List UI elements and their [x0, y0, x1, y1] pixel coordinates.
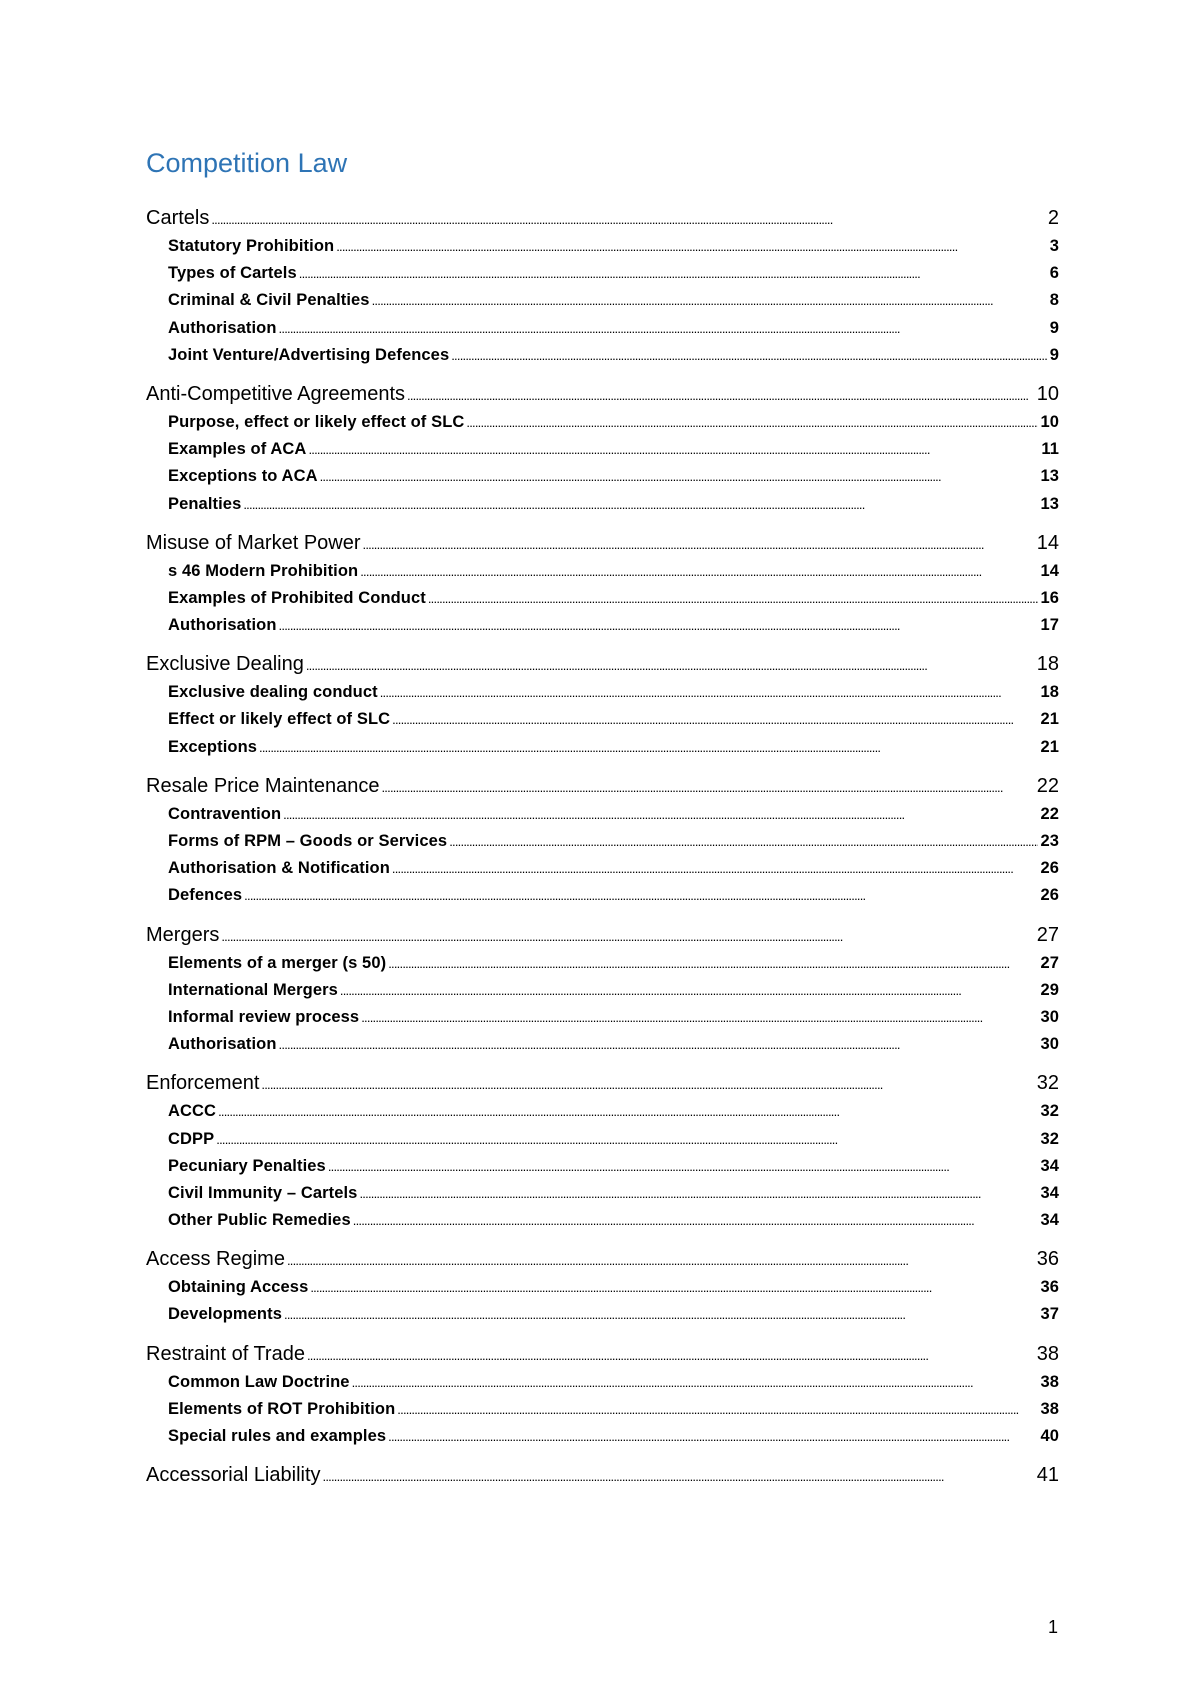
toc-subentry[interactable]: [146, 977, 1059, 1004]
toc-subentry-page-number: 11: [1041, 440, 1059, 459]
toc-subentry-page-number: 16: [1040, 588, 1059, 607]
toc-subentry-page-number: 34: [1040, 1156, 1059, 1175]
toc-subentry-page-number: 32: [1040, 1129, 1059, 1148]
toc-subentry[interactable]: [146, 950, 1059, 977]
toc-subentry-label: Developments: [168, 1305, 282, 1324]
toc-entry[interactable]: [146, 203, 1059, 233]
toc-subentry-page-number: 21: [1040, 737, 1059, 756]
toc-entry-page-number: 38: [1036, 1342, 1059, 1365]
dot-leader: [307, 1339, 1035, 1371]
toc-subentry-page-number: 40: [1040, 1427, 1059, 1445]
dot-leader: [323, 1460, 1035, 1492]
dot-leader: [261, 1068, 1034, 1100]
dot-leader: [359, 1180, 1038, 1207]
dot-leader: [397, 1396, 1038, 1423]
dot-leader: [211, 203, 1046, 235]
toc-subentry[interactable]: [146, 491, 1059, 518]
toc-subentry-label: Authorisation & Notification: [168, 859, 390, 878]
toc-subentry-page-number: 34: [1040, 1211, 1059, 1230]
toc-entry-page-number: 14: [1036, 531, 1059, 554]
toc-subentry-label: Elements of ROT Prohibition: [168, 1399, 396, 1418]
toc-subentry-label: Criminal & Civil Penalties: [168, 291, 370, 310]
dot-leader: [320, 463, 1039, 490]
dot-leader: [243, 491, 1038, 518]
dot-leader: [407, 379, 1035, 411]
toc-entry-page-number: 2: [1047, 207, 1059, 229]
toc-subentry[interactable]: [146, 1153, 1059, 1180]
toc-entry-label: Access Regime: [146, 1248, 285, 1271]
toc-entry-label: Accessorial Liability: [146, 1464, 321, 1487]
toc-subentry-page-number: 3: [1049, 237, 1059, 255]
toc-entry-page-number: 36: [1036, 1248, 1059, 1271]
toc-subentry[interactable]: [146, 585, 1059, 612]
toc-entry[interactable]: [146, 920, 1059, 950]
toc-section: [146, 1339, 1059, 1451]
toc-subentry-page-number: 30: [1040, 1035, 1059, 1054]
toc-subentry-page-number: 17: [1040, 616, 1059, 635]
dot-leader: [328, 1153, 1039, 1180]
toc-subentry-label: Common Law Doctrine: [168, 1372, 350, 1391]
dot-leader: [360, 558, 1038, 585]
toc-subentry-label: Civil Immunity – Cartels: [168, 1183, 358, 1202]
dot-leader: [287, 1244, 1035, 1276]
toc-subentry[interactable]: [146, 287, 1059, 314]
toc-subentry-page-number: 32: [1040, 1102, 1059, 1121]
toc-entry-page-number: 10: [1036, 382, 1059, 405]
dot-leader: [361, 1004, 1038, 1031]
toc-subentry-label: ACCC: [168, 1102, 217, 1121]
toc-section: [146, 203, 1059, 369]
toc-subentry[interactable]: [146, 855, 1059, 882]
dot-leader: [283, 801, 1038, 828]
dot-leader: [428, 585, 1039, 612]
toc-subentry-page-number: 10: [1040, 412, 1059, 431]
toc-subentry-label: Informal review process: [168, 1007, 360, 1026]
dot-leader: [392, 855, 1039, 882]
toc-subentry[interactable]: [146, 1369, 1059, 1396]
toc-entry-page-number: 27: [1036, 923, 1059, 946]
dot-leader: [218, 1098, 1038, 1125]
toc-section: [146, 649, 1059, 761]
toc-section: [146, 771, 1059, 910]
toc-subentry-label: Elements of a merger (s 50): [168, 953, 387, 972]
toc-subentry[interactable]: [146, 315, 1059, 342]
toc-subentry[interactable]: [146, 1274, 1059, 1301]
dot-leader: [392, 706, 1038, 733]
toc-subentry-label: Defences: [168, 886, 243, 905]
dot-leader: [352, 1369, 1039, 1396]
table-of-contents: [146, 203, 1059, 1490]
toc-section: [146, 528, 1059, 640]
page-number: 1: [1048, 1617, 1059, 1637]
dot-leader: [336, 233, 1048, 260]
toc-entry-label: Misuse of Market Power: [146, 531, 361, 554]
toc-subentry-page-number: 9: [1049, 318, 1059, 337]
toc-subentry[interactable]: [146, 706, 1059, 733]
toc-entry[interactable]: [146, 649, 1059, 679]
toc-entry[interactable]: [146, 1244, 1059, 1274]
toc-entry-page-number: 41: [1036, 1464, 1059, 1487]
toc-subentry-label: International Mergers: [168, 980, 338, 999]
toc-subentry-page-number: 27: [1040, 953, 1059, 972]
toc-entry[interactable]: [146, 771, 1059, 801]
toc-subentry-label: Authorisation: [168, 318, 277, 337]
toc-subentry[interactable]: [146, 463, 1059, 490]
toc-subentry-page-number: 34: [1040, 1183, 1059, 1202]
toc-subentry-label: Forms of RPM – Goods or Services: [168, 832, 448, 850]
toc-subentry[interactable]: [146, 1301, 1059, 1328]
toc-subentry[interactable]: [146, 1207, 1059, 1234]
toc-subentry-label: Obtaining Access: [168, 1278, 309, 1297]
toc-subentry[interactable]: [146, 436, 1059, 463]
toc-subentry-label: Statutory Prohibition: [168, 237, 335, 255]
toc-subentry-label: Joint Venture/Advertising Defences: [168, 345, 450, 364]
toc-entry-page-number: 22: [1036, 774, 1059, 797]
toc-subentry[interactable]: [146, 409, 1059, 436]
toc-subentry[interactable]: [146, 882, 1059, 909]
document-title: Competition Law: [146, 148, 348, 178]
toc-entry-page-number: 18: [1036, 653, 1059, 676]
toc-subentry-label: Pecuniary Penalties: [168, 1156, 326, 1175]
toc-entry[interactable]: [146, 379, 1059, 409]
dot-leader: [279, 612, 1039, 639]
toc-subentry[interactable]: [146, 1031, 1059, 1058]
toc-subentry[interactable]: [146, 1126, 1059, 1153]
toc-subentry-page-number: 30: [1040, 1007, 1059, 1026]
toc-subentry-label: Penalties: [168, 494, 242, 513]
toc-entry-page-number: 32: [1036, 1072, 1059, 1095]
toc-section: [146, 1460, 1059, 1490]
dot-leader: [451, 342, 1047, 369]
toc-subentry-label: Contravention: [168, 804, 282, 823]
toc-subentry-page-number: 22: [1040, 804, 1059, 823]
toc-subentry[interactable]: [146, 679, 1059, 706]
toc-entry[interactable]: [146, 1068, 1059, 1098]
dot-leader: [449, 828, 1038, 855]
toc-subentry[interactable]: [146, 801, 1059, 828]
dot-leader: [310, 1274, 1038, 1301]
toc-subentry-page-number: 6: [1049, 264, 1059, 283]
toc-subentry-page-number: 36: [1040, 1278, 1059, 1297]
dot-leader: [466, 409, 1038, 436]
dot-leader: [363, 528, 1035, 560]
toc-subentry[interactable]: [146, 734, 1059, 761]
toc-subentry[interactable]: [146, 1396, 1059, 1423]
toc-subentry-label: Other Public Remedies: [168, 1211, 351, 1230]
toc-subentry-label: Effect or likely effect of SLC: [168, 710, 391, 729]
dot-leader: [299, 260, 1048, 287]
dot-leader: [381, 771, 1034, 803]
toc-entry-label: Restraint of Trade: [146, 1342, 305, 1365]
dot-leader: [340, 977, 1039, 1004]
toc-subentry-page-number: 23: [1040, 832, 1059, 850]
toc-subentry-page-number: 9: [1049, 345, 1059, 364]
toc-subentry-page-number: 8: [1049, 291, 1059, 310]
toc-entry[interactable]: [146, 1460, 1059, 1490]
toc-subentry[interactable]: [146, 1004, 1059, 1031]
toc-subentry[interactable]: [146, 612, 1059, 639]
toc-subentry-label: Authorisation: [168, 616, 277, 635]
toc-subentry-page-number: 38: [1040, 1399, 1059, 1418]
toc-subentry-label: Authorisation: [168, 1035, 277, 1054]
toc-subentry-label: Special rules and examples: [168, 1427, 387, 1445]
toc-section: [146, 1068, 1059, 1234]
toc-subentry-page-number: 37: [1040, 1305, 1059, 1324]
toc-entry-label: Cartels: [146, 207, 210, 229]
toc-subentry[interactable]: [146, 233, 1059, 260]
toc-subentry[interactable]: [146, 260, 1059, 287]
toc-subentry[interactable]: [146, 342, 1059, 369]
toc-entry[interactable]: [146, 528, 1059, 558]
dot-leader: [380, 679, 1039, 706]
dot-leader: [308, 436, 1039, 463]
toc-entry-label: Anti-Competitive Agreements: [146, 382, 406, 405]
toc-subentry[interactable]: [146, 558, 1059, 585]
dot-leader: [388, 1423, 1038, 1450]
dot-leader: [388, 950, 1038, 977]
toc-section: [146, 920, 1059, 1059]
dot-leader: [284, 1301, 1038, 1328]
dot-leader: [244, 882, 1038, 909]
toc-section: [146, 1244, 1059, 1328]
toc-entry-label: Enforcement: [146, 1072, 260, 1095]
toc-subentry[interactable]: [146, 1180, 1059, 1207]
toc-subentry-page-number: 26: [1040, 886, 1059, 905]
toc-subentry-label: Exceptions: [168, 737, 258, 756]
toc-subentry-page-number: 13: [1040, 494, 1059, 513]
dot-leader: [306, 649, 1035, 681]
toc-entry-label: Exclusive Dealing: [146, 653, 304, 676]
toc-subentry-label: Exclusive dealing conduct: [168, 683, 378, 702]
toc-subentry-label: Examples of ACA: [168, 440, 307, 459]
dot-leader: [259, 734, 1038, 761]
toc-subentry-page-number: 18: [1040, 683, 1059, 702]
dot-leader: [279, 1031, 1039, 1058]
dot-leader: [221, 920, 1034, 952]
toc-subentry-label: s 46 Modern Prohibition: [168, 561, 359, 580]
toc-subentry-label: Exceptions to ACA: [168, 467, 318, 486]
toc-entry-label: Resale Price Maintenance: [146, 774, 380, 797]
toc-subentry-page-number: 14: [1040, 561, 1059, 580]
dot-leader: [372, 287, 1048, 314]
toc-subentry-label: Examples of Prohibited Conduct: [168, 588, 426, 607]
toc-subentry-label: CDPP: [168, 1129, 215, 1148]
toc-subentry-label: Types of Cartels: [168, 264, 297, 283]
dot-leader: [216, 1126, 1038, 1153]
toc-subentry-page-number: 26: [1040, 859, 1059, 878]
dot-leader: [279, 315, 1048, 342]
dot-leader: [353, 1207, 1039, 1234]
toc-subentry[interactable]: [146, 1098, 1059, 1125]
toc-subentry[interactable]: [146, 1423, 1059, 1450]
toc-section: [146, 379, 1059, 518]
toc-entry[interactable]: [146, 1339, 1059, 1369]
toc-subentry-page-number: 21: [1040, 710, 1059, 729]
toc-entry-label: Mergers: [146, 923, 220, 946]
toc-subentry[interactable]: [146, 828, 1059, 855]
toc-subentry-page-number: 13: [1040, 467, 1059, 486]
toc-subentry-page-number: 29: [1040, 980, 1059, 999]
toc-subentry-page-number: 38: [1040, 1372, 1059, 1391]
toc-subentry-label: Purpose, effect or likely effect of SLC: [168, 412, 465, 431]
